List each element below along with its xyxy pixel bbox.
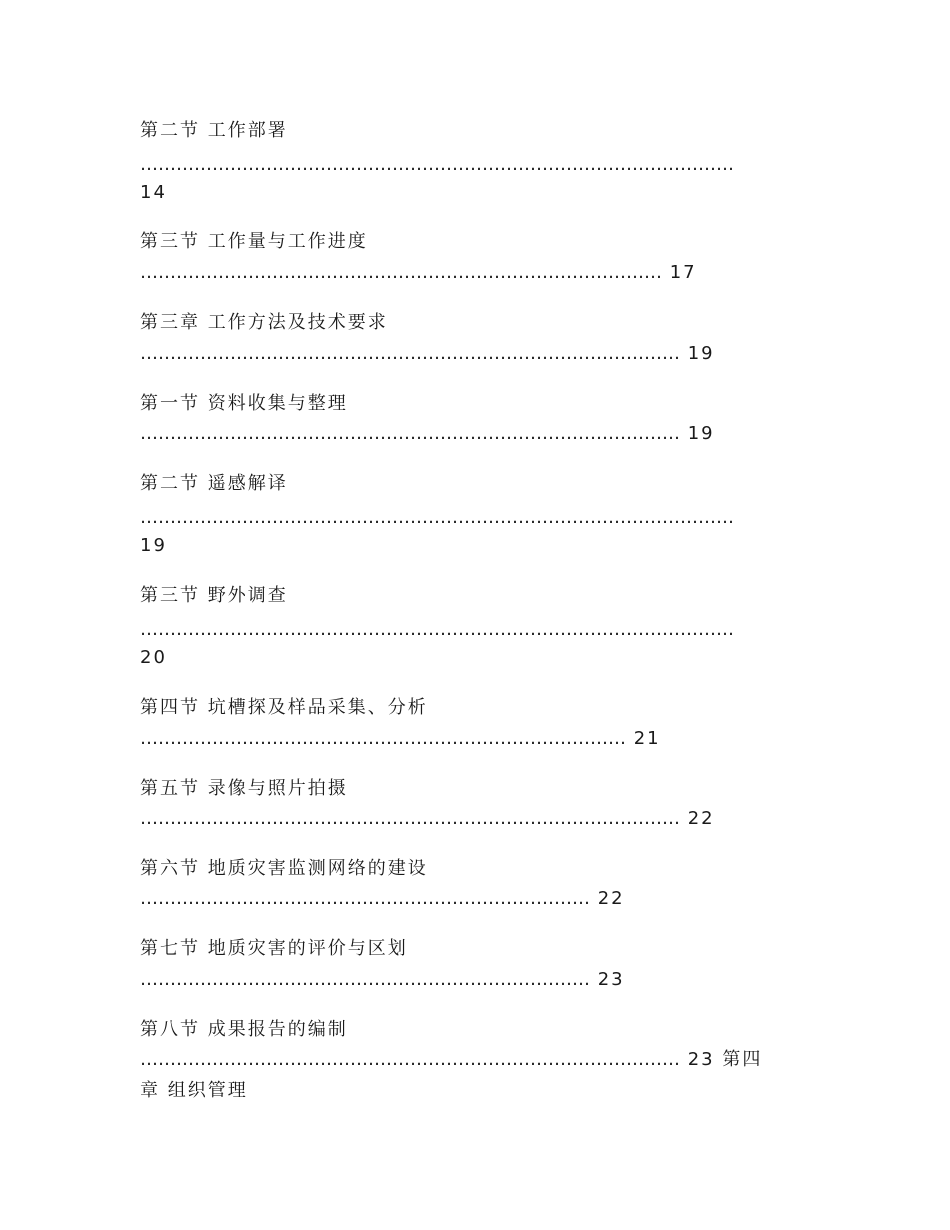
toc-entry-title: 第六节 地质灾害监测网络的建设 xyxy=(140,858,428,879)
toc-entry-title: 第一节 资料收集与整理 xyxy=(140,393,348,414)
toc-entry-title: 第二节 工作部署 xyxy=(140,120,288,141)
toc-entry-title: 第八节 成果报告的编制 xyxy=(140,1019,348,1040)
toc-leader-line xyxy=(140,1048,762,1072)
toc-entry-title: 第五节 录像与照片拍摄 xyxy=(140,778,348,799)
toc-page-number: 23 xyxy=(597,969,625,990)
toc-leader-line xyxy=(140,968,625,992)
toc-page-number: 14 xyxy=(140,182,167,203)
toc-leader-dots: …………………………………………………………………………… xyxy=(140,262,662,283)
toc-leader-dots: ……………………………………………………………………………… xyxy=(140,1049,680,1070)
toc-leader-line xyxy=(140,422,715,446)
toc-entry-title: 第七节 地质灾害的评价与区划 xyxy=(140,938,408,959)
toc-leader-dots: ……………………………………………………………………………… xyxy=(140,343,680,364)
toc-entry-title: 第三节 野外调查 xyxy=(140,585,288,606)
toc-leader-line xyxy=(140,342,715,366)
toc-chapter-title: 第三章 工作方法及技术要求 xyxy=(140,312,388,333)
toc-leader-dots: ……………………………………………………………………………… xyxy=(140,423,680,444)
toc-entry-title: 第二节 遥感解译 xyxy=(140,473,288,494)
toc-leader-dots: ……………………………………………………………………………………… xyxy=(140,154,734,175)
toc-chapter-title-start: 第四 xyxy=(722,1049,763,1070)
toc-leader-dots: ………………………………………………………………… xyxy=(140,888,590,909)
toc-page-number: 21 xyxy=(633,728,661,749)
toc-leader-line xyxy=(140,887,625,911)
toc-page-number: 23 xyxy=(687,1049,715,1070)
toc-page-number: 19 xyxy=(687,423,715,444)
toc-page-number: 19 xyxy=(687,343,715,364)
toc-page-number: 22 xyxy=(597,888,625,909)
toc-leader-dots: ……………………………………………………………………… xyxy=(140,728,626,749)
toc-leader-line xyxy=(140,807,715,831)
toc-leader-dots: ……………………………………………………………………………… xyxy=(140,808,680,829)
toc-leader-dots: ……………………………………………………………………………………… xyxy=(140,507,734,528)
toc-entry-title: 第三节 工作量与工作进度 xyxy=(140,231,368,252)
toc-leader-dots: ……………………………………………………………………………………… xyxy=(140,619,734,640)
toc-page-number: 20 xyxy=(140,647,167,668)
toc-page-number: 17 xyxy=(669,262,697,283)
toc-entry-title: 第四节 坑槽探及样品采集、分析 xyxy=(140,697,428,718)
toc-leader-line xyxy=(140,727,661,751)
toc-page-number: 22 xyxy=(687,808,715,829)
toc-leader-line xyxy=(140,261,697,285)
toc-leader-dots: ………………………………………………………………… xyxy=(140,969,590,990)
toc-page-number: 19 xyxy=(140,535,167,556)
toc-chapter-title-end: 章 组织管理 xyxy=(140,1080,248,1101)
